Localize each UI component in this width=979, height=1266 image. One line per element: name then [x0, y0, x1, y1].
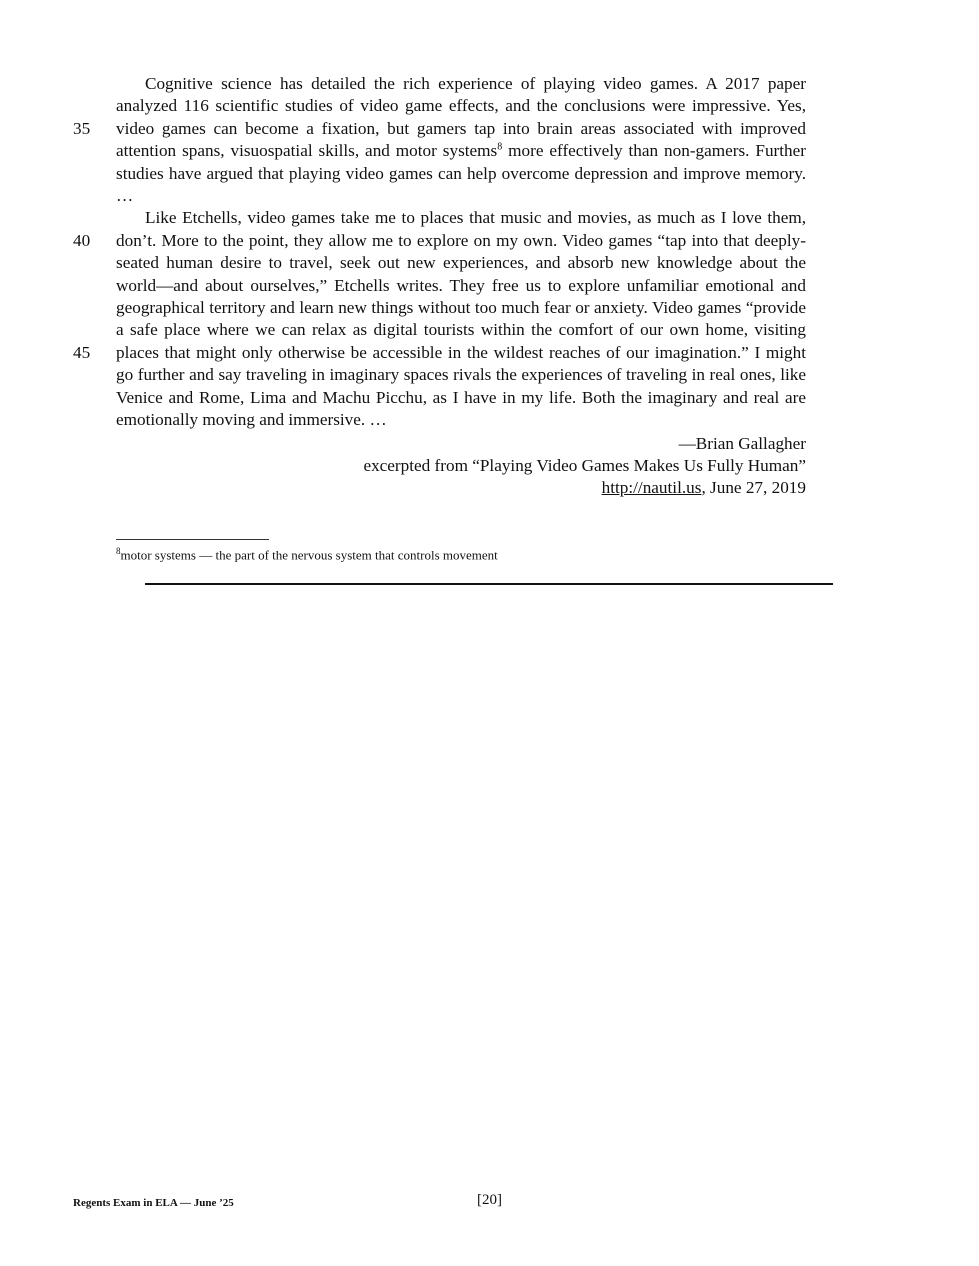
- attribution: [116, 433, 806, 500]
- author-line: —Brian Gallagher: [678, 433, 806, 453]
- passage-text: [116, 73, 806, 500]
- line-number-35: 35: [73, 119, 91, 138]
- footnote: [116, 543, 816, 563]
- line-number-40: 40: [73, 231, 91, 250]
- paragraph-1-text: Cognitive science has detailed the rich experience of playing video games. A 2017 paper analyzed 116 scientific studies of video game effects, and the conclusions were impressive. Yes, video games can become a fixation, but gamers tap into brain areas associated with improved attention spans, visuospatial skills, and motor systems: [116, 74, 806, 161]
- publication-date: , June 27, 2019: [701, 478, 806, 498]
- source-link[interactable]: http://nautil.us: [601, 478, 702, 498]
- source-line: excerpted from “Playing Video Games Makes Us Fully Human”: [363, 455, 806, 475]
- footnote-mark: 8: [116, 546, 121, 556]
- footnote-reference: 8: [497, 141, 503, 153]
- footnote-divider: [116, 539, 269, 540]
- line-number-45: 45: [73, 343, 91, 362]
- footnote-text: motor systems — the part of the nervous system that controls movement: [120, 547, 498, 563]
- paragraph-1-continued: more effectively than non-gamers. Further studies have argued that playing video games can help overcome depression and improve memory. …: [116, 141, 806, 206]
- exam-footer: Regents Exam in ELA — June ’25: [73, 1197, 234, 1209]
- paragraph-2: Like Etchells, video games take me to places that music and movies, as much as I love them, don’t. More to the point, they allow me to explore on my own. Video games “tap into that deeply-seated human desire to travel, seek out new experiences, and absorb new knowledge about the world—and about ourselves,” Etchells writes. They free us to explore unfamiliar emotional and geographical territory and learn new things without too much fear or anxiety. Video games “provide a safe place where we can relax as digital tourists within the comfort of our own home, visiting places that might only otherwise be accessible in the wildest reaches of our imagination.” I might go further and say traveling in imaginary spaces rivals the experiences of traveling in real ones, like Venice and Rome, Lima and Machu Picchu, as I have in my life. Both the imaginary and real are emotionally moving and immersive. …: [116, 208, 806, 430]
- paragraph-1: [116, 73, 806, 207]
- passage-end-rule: [145, 583, 833, 585]
- page-number: [20]: [477, 1192, 502, 1208]
- url-line: [116, 477, 806, 499]
